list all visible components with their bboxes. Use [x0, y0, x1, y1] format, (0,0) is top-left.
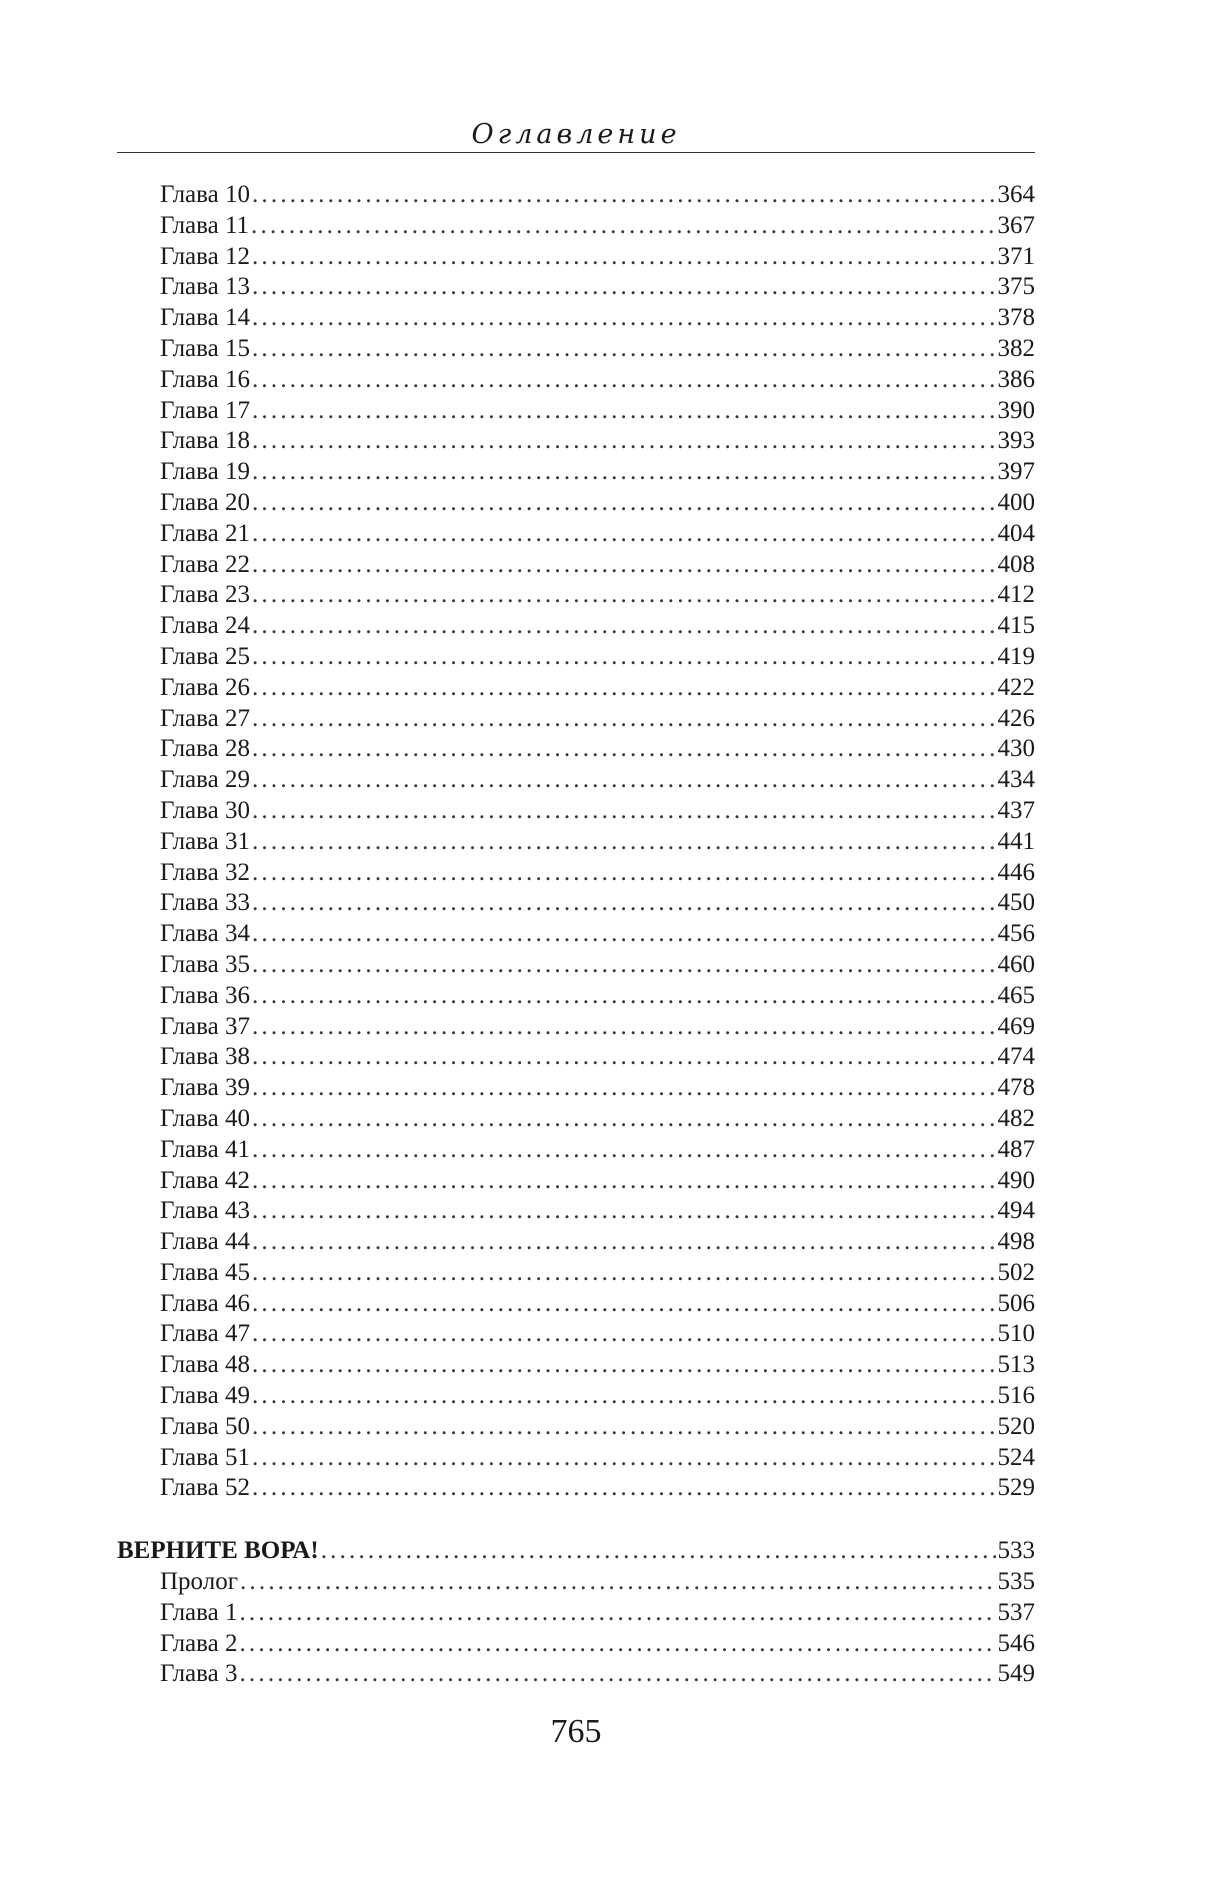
dot-leader [240, 1567, 996, 1598]
toc-part-entry [117, 1536, 1035, 1567]
toc-entry [117, 1196, 1035, 1227]
toc-entry-title: Глава 28 [160, 735, 250, 763]
toc-entry [117, 242, 1035, 273]
toc-entry [117, 1073, 1035, 1104]
dot-leader [252, 365, 996, 396]
toc-entry [117, 611, 1035, 642]
dot-leader [252, 242, 996, 273]
dot-leader [252, 1381, 996, 1412]
toc-entry-title: Глава 3 [160, 1660, 238, 1688]
toc-entry-page: 419 [997, 642, 1035, 670]
toc-entry-title: Глава 38 [160, 1043, 250, 1071]
dot-leader [252, 1473, 996, 1504]
dot-leader [252, 1319, 996, 1350]
toc-entry-page: 516 [997, 1382, 1035, 1410]
toc-entry [117, 1104, 1035, 1135]
toc-entry-page: 390 [997, 396, 1035, 424]
toc-entry-title: Глава 44 [160, 1228, 250, 1256]
dot-leader [252, 180, 996, 211]
dot-leader [252, 1042, 996, 1073]
toc-entry [117, 919, 1035, 950]
toc-entry-title: Глава 42 [160, 1166, 250, 1194]
toc-entry-title: Глава 41 [160, 1135, 250, 1163]
toc-entry-page: 446 [997, 858, 1035, 886]
toc-entry [117, 1042, 1035, 1073]
toc-entry [117, 180, 1035, 211]
dot-leader [252, 1227, 996, 1258]
toc-entry-title: Глава 13 [160, 273, 250, 301]
dot-leader [252, 1196, 996, 1227]
toc-entry [117, 1659, 1035, 1690]
dot-leader [252, 919, 996, 950]
toc-entry-page: 450 [997, 889, 1035, 917]
toc-entry [117, 1135, 1035, 1166]
toc-entry [117, 1598, 1035, 1629]
toc-entry [117, 796, 1035, 827]
dot-leader [252, 550, 996, 581]
toc-entry-title: Глава 50 [160, 1412, 250, 1440]
toc-entry [117, 457, 1035, 488]
toc-entry [117, 950, 1035, 981]
toc-entry-title: Глава 43 [160, 1197, 250, 1225]
dot-leader [252, 858, 996, 889]
dot-leader [252, 1412, 996, 1443]
toc-entry-title: Глава 39 [160, 1074, 250, 1102]
dot-leader [252, 1073, 996, 1104]
toc-entry-title: Глава 15 [160, 334, 250, 362]
toc-entry-page: 386 [997, 365, 1035, 393]
toc-entry [117, 642, 1035, 673]
toc-entry-title: Глава 40 [160, 1104, 250, 1132]
toc-entry-title: Глава 11 [160, 211, 250, 239]
dot-leader [252, 1350, 996, 1381]
toc-entry-title: Глава 22 [160, 550, 250, 578]
toc-entry [117, 1227, 1035, 1258]
dot-leader [252, 611, 996, 642]
dot-leader [252, 426, 996, 457]
toc-entry-page: 490 [997, 1166, 1035, 1194]
toc-entry-page: 537 [997, 1598, 1035, 1626]
toc-entry-page: 382 [997, 334, 1035, 362]
toc-entry-page: 546 [997, 1629, 1035, 1657]
toc-entry [117, 858, 1035, 889]
toc-entry-page: 465 [997, 981, 1035, 1009]
toc-entry-title: Глава 30 [160, 796, 250, 824]
toc-entry-page: 524 [997, 1443, 1035, 1471]
toc-entry [117, 1412, 1035, 1443]
toc-entry [117, 365, 1035, 396]
dot-leader [252, 1258, 996, 1289]
toc-entry-page: 375 [997, 273, 1035, 301]
dot-leader [252, 1443, 996, 1474]
toc-entry-page: 397 [997, 458, 1035, 486]
dot-leader [252, 519, 996, 550]
dot-leader [239, 1629, 995, 1660]
toc-entry [117, 396, 1035, 427]
toc-entry-page: 371 [997, 242, 1035, 270]
dot-leader [239, 1659, 995, 1690]
toc-entry [117, 888, 1035, 919]
toc-entry-page: 367 [997, 211, 1035, 239]
toc-entry-page: 393 [997, 427, 1035, 455]
toc-entry-page: 415 [997, 612, 1035, 640]
toc-entry-page: 441 [997, 827, 1035, 855]
toc-entry [117, 827, 1035, 858]
dot-leader [252, 396, 996, 427]
toc-entry-title: Глава 35 [160, 950, 250, 978]
dot-leader [252, 734, 996, 765]
toc-entry-title: Глава 46 [160, 1289, 250, 1317]
toc-entry [117, 673, 1035, 704]
dot-leader [252, 981, 996, 1012]
toc-entry-page: 535 [997, 1568, 1035, 1596]
dot-leader [252, 642, 996, 673]
header-rule [117, 152, 1035, 153]
dot-leader [252, 1166, 996, 1197]
toc-entry-title: ВЕРНИТЕ ВОРА! [117, 1537, 319, 1565]
dot-leader [252, 303, 996, 334]
toc-entry-page: 498 [997, 1228, 1035, 1256]
toc-entry-title: Глава 49 [160, 1382, 250, 1410]
toc-entry-title: Глава 21 [160, 519, 250, 547]
toc-entry-title: Глава 12 [160, 242, 250, 270]
toc-entry-page: 510 [997, 1320, 1035, 1348]
toc-entry [117, 1166, 1035, 1197]
toc-entry-page: 529 [997, 1474, 1035, 1502]
toc-entry [117, 580, 1035, 611]
page-number: 765 [550, 1713, 602, 1750]
dot-leader [252, 950, 996, 981]
toc-entry [117, 211, 1035, 242]
toc-entry-page: 487 [997, 1135, 1035, 1163]
toc-entry-page: 426 [997, 704, 1035, 732]
toc-entry [117, 1443, 1035, 1474]
dot-leader [251, 211, 995, 242]
toc-entry [117, 1567, 1035, 1598]
toc-entry [117, 765, 1035, 796]
toc-entry-title: Глава 16 [160, 365, 250, 393]
toc-entry-page: 502 [997, 1258, 1035, 1286]
toc-entry-title: Глава 17 [160, 396, 250, 424]
toc-entry-title: Глава 23 [160, 581, 250, 609]
toc-entry-title: Глава 32 [160, 858, 250, 886]
toc-entry [117, 519, 1035, 550]
toc-entry-title: Глава 26 [160, 673, 250, 701]
toc-entry-title: Глава 1 [160, 1598, 238, 1626]
toc-entry [117, 981, 1035, 1012]
toc-entry-page: 533 [997, 1537, 1035, 1565]
dot-leader [252, 580, 996, 611]
dot-leader [252, 1289, 996, 1320]
dot-leader [252, 334, 996, 365]
toc-entry [117, 1381, 1035, 1412]
toc-entry-title: Глава 19 [160, 458, 250, 486]
toc-entry-page: 474 [997, 1043, 1035, 1071]
toc-entry [117, 734, 1035, 765]
toc-entry-title: Глава 37 [160, 1012, 250, 1040]
toc-entry-page: 408 [997, 550, 1035, 578]
dot-leader [239, 1598, 995, 1629]
dot-leader [252, 272, 996, 303]
dot-leader [252, 796, 996, 827]
toc-entry-title: Глава 31 [160, 827, 250, 855]
toc-entry-title: Глава 51 [160, 1443, 250, 1471]
toc-entry-title: Глава 14 [160, 304, 250, 332]
dot-leader [252, 827, 996, 858]
toc-entry-page: 404 [997, 519, 1035, 547]
running-head: Оглавление [471, 119, 681, 150]
toc-entry-title: Глава 20 [160, 488, 250, 516]
toc-entry [117, 334, 1035, 365]
toc-entry-page: 378 [997, 304, 1035, 332]
toc-entry-page: 513 [997, 1351, 1035, 1379]
toc-entry-page: 434 [997, 766, 1035, 794]
dot-leader [252, 704, 996, 735]
toc-entry [117, 1012, 1035, 1043]
toc-entry [117, 1629, 1035, 1660]
dot-leader [321, 1536, 996, 1567]
dot-leader [252, 1104, 996, 1135]
toc-entry-title: Глава 10 [160, 181, 250, 208]
toc-entry-page: 400 [997, 488, 1035, 516]
toc-entry [117, 1289, 1035, 1320]
toc-entry-title: Глава 36 [160, 981, 250, 1009]
toc-entry [117, 704, 1035, 735]
toc-entry-page: 506 [997, 1289, 1035, 1317]
toc-entry-title: Глава 47 [160, 1320, 250, 1348]
toc-entry [117, 1258, 1035, 1289]
toc-entry-page: 482 [997, 1104, 1035, 1132]
toc-entry [117, 1473, 1035, 1504]
dot-leader [252, 888, 996, 919]
toc-entry-title: Пролог [160, 1568, 238, 1596]
toc-entry-page: 364 [997, 181, 1035, 208]
dot-leader [252, 1012, 996, 1043]
toc-entry-page: 456 [997, 920, 1035, 948]
dot-leader [252, 457, 996, 488]
dot-leader [252, 1135, 996, 1166]
toc-entry-title: Глава 27 [160, 704, 250, 732]
toc-entry-page: 412 [997, 581, 1035, 609]
toc-entry-page: 549 [997, 1660, 1035, 1688]
toc-entry-title: Глава 24 [160, 612, 250, 640]
toc-entry-page: 437 [997, 796, 1035, 824]
toc-entry-title: Глава 45 [160, 1258, 250, 1286]
dot-leader [252, 488, 996, 519]
toc-entry-title: Глава 25 [160, 642, 250, 670]
toc-entry-page: 469 [997, 1012, 1035, 1040]
toc-entry-page: 460 [997, 950, 1035, 978]
dot-leader [252, 673, 996, 704]
toc-entry [117, 303, 1035, 334]
toc-entry-title: Глава 52 [160, 1474, 250, 1502]
toc-entry-page: 520 [997, 1412, 1035, 1440]
toc-entry [117, 550, 1035, 581]
toc-entry-title: Глава 2 [160, 1629, 238, 1657]
toc-entry [117, 1319, 1035, 1350]
toc-entry-page: 478 [997, 1074, 1035, 1102]
toc-entry-title: Глава 48 [160, 1351, 250, 1379]
toc-entry [117, 488, 1035, 519]
toc-entry [117, 426, 1035, 457]
toc-entry-page: 494 [997, 1197, 1035, 1225]
table-of-contents [117, 180, 1035, 1690]
toc-entry [117, 1350, 1035, 1381]
toc-entry-title: Глава 29 [160, 766, 250, 794]
toc-entry-title: Глава 34 [160, 920, 250, 948]
toc-entry-page: 430 [997, 735, 1035, 763]
toc-entry-title: Глава 18 [160, 427, 250, 455]
toc-entry-title: Глава 33 [160, 889, 250, 917]
dot-leader [252, 765, 996, 796]
toc-entry-page: 422 [997, 673, 1035, 701]
toc-entry [117, 272, 1035, 303]
